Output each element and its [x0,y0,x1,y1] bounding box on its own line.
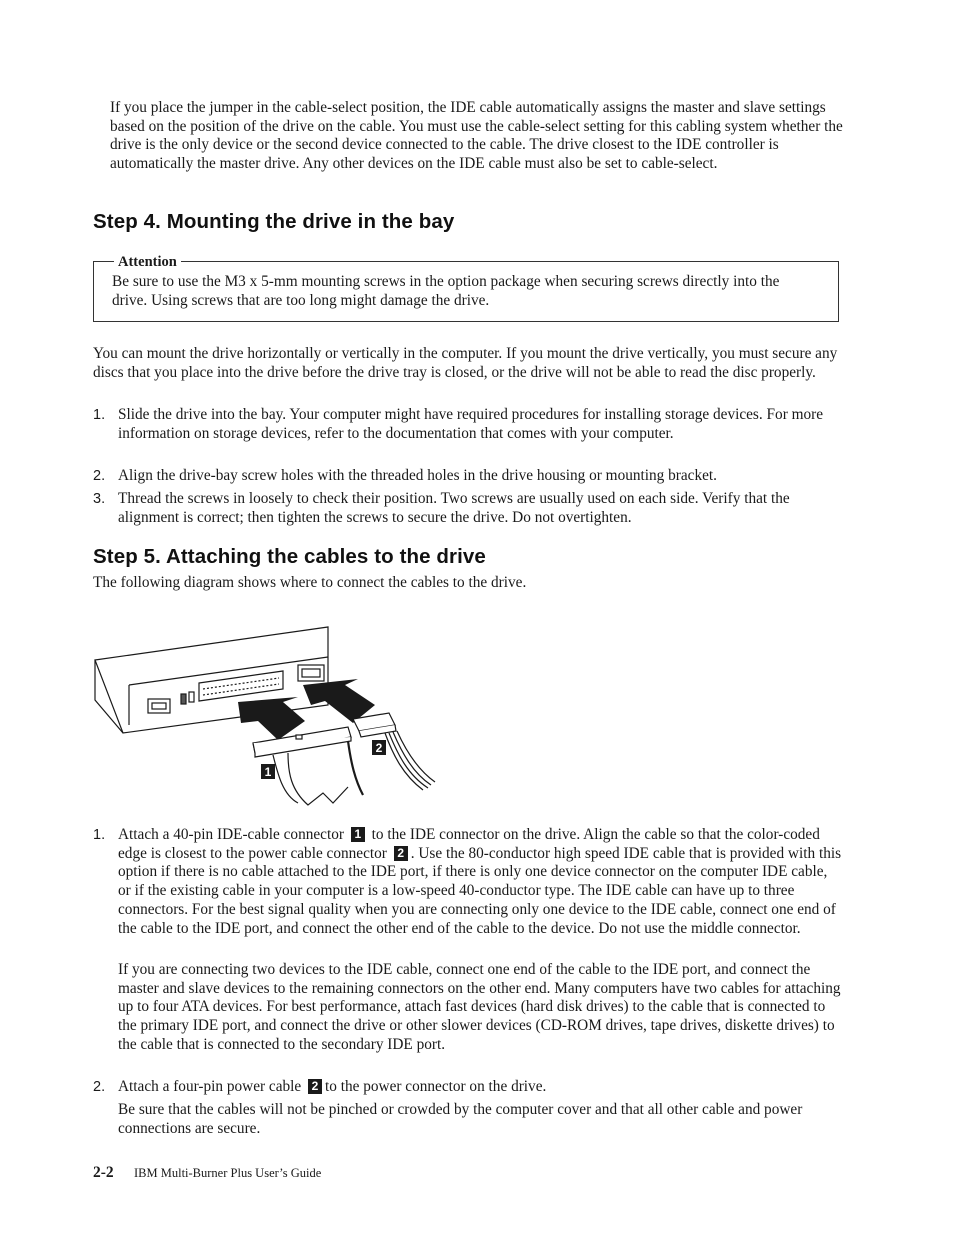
callout-2: 2 [394,846,408,861]
audio-connector [148,699,170,713]
step5-item2-text [118,1078,842,1097]
cable-connection-diagram [93,605,443,815]
step5-item2-text-c: Be sure that the cables will not be pinched or crowded by the computer cover and that all other cable and power connections are secure. [118,1101,803,1137]
step4-item3-number: 3. [93,491,106,507]
step5-item1-text-c: . Use the 80-conductor high speed IDE cable that is provided with this option if there is no cable attached to the IDE port, if there is only one device connector on the computer IDE cable, or if the existing cable in your computer is a low-speed 40-conductor type. The IDE cable can have up to three connectors. For the best signal quality when you are connecting only one device to the IDE cable, connect one end of the cable to the IDE port, and connect the other end of the cable to the device. Do not use the middle connector. [118,844,842,937]
step5-heading: Step 5. Attaching the cables to the drive [93,545,486,568]
jumper-block [181,694,186,704]
step5-item2-text-a: Attach a four-pin power cable [118,1078,302,1095]
attention-text: Be sure to use the M3 x 5-mm mounting screws in the option package when securing screws directly into the drive. Using screws that are too long might damage the drive. [112,273,780,309]
step5-item1-text [118,826,842,938]
step5-item1-text-a: Attach a 40-pin IDE-cable connector [118,826,344,843]
attention-label: Attention [114,253,181,271]
step4-item2-text: Align the drive-bay screw holes with the threaded holes in the drive housing or mounting bracket. [118,467,717,484]
intro-paragraph: If you place the jumper in the cable-select position, the IDE cable automatically assigns the master and slave settings based on the position of the drive on the cable. You must use the cable-select setting for this cabling system whether the drive is the only device or the second device connected to the cable. The drive closest to the IDE controller is automatically the master drive. Any other devices on the IDE cable must also be set to cable-select. [110,99,843,173]
step5-item1-number: 1. [93,827,106,843]
step5-item2-text-b: to the power connector on the drive. [325,1078,547,1095]
page-number: 2-2 [93,1164,114,1181]
step4-item2-number: 2. [93,468,106,484]
step5-item2-number: 2. [93,1079,106,1095]
step4-heading: Step 4. Mounting the drive in the bay [93,210,455,233]
callout-2-power: 2 [308,1079,322,1094]
mounting-paragraph: You can mount the drive horizontally or vertically in the computer. If you mount the drive vertically, you must secure any discs that you place into the drive before the drive tray is closed, or the drive will not be able to read the disc properly. [93,345,838,381]
step4-item1-number: 1. [93,407,106,423]
step5-item1-text-d: If you are connecting two devices to the IDE cable, connect one end of the cable to the IDE port, and connect the master and slave devices to the remaining connectors on the other end. Many computers have two cables for attaching up to four ATA devices. For best performance, attach fast devices (hard disk drives) to the cable that is connected to the primary IDE port, and connect the drive or other slower devices (CD-ROM drives, tape drives, diskette drives) to the cable that is connected to the secondary IDE port. [118,961,841,1053]
diagram-callout-1: 1 [264,765,272,779]
step4-item3-text: Thread the screws in loosely to check their position. Two screws are usually used on each side. Verify that the alignment is correct; then tighten the screws to secure the drive. Do not overtighten. [118,490,790,526]
step4-item1-text: Slide the drive into the bay. Your computer might have required procedures for installing storage devices. For more information on storage devices, refer to the documentation that comes with your computer. [118,406,824,442]
power-arrow [303,679,375,723]
callout-1: 1 [351,827,365,842]
step5-intro: The following diagram shows where to connect the cables to the drive. [93,574,527,591]
diagram-callout-2: 2 [375,741,383,755]
step5-item1-text-b: to the IDE connector on the drive. Align the cable so that the color-coded edge is closest to the power cable connector [118,826,820,862]
footer-title: IBM Multi-Burner Plus User’s Guide [134,1166,322,1180]
